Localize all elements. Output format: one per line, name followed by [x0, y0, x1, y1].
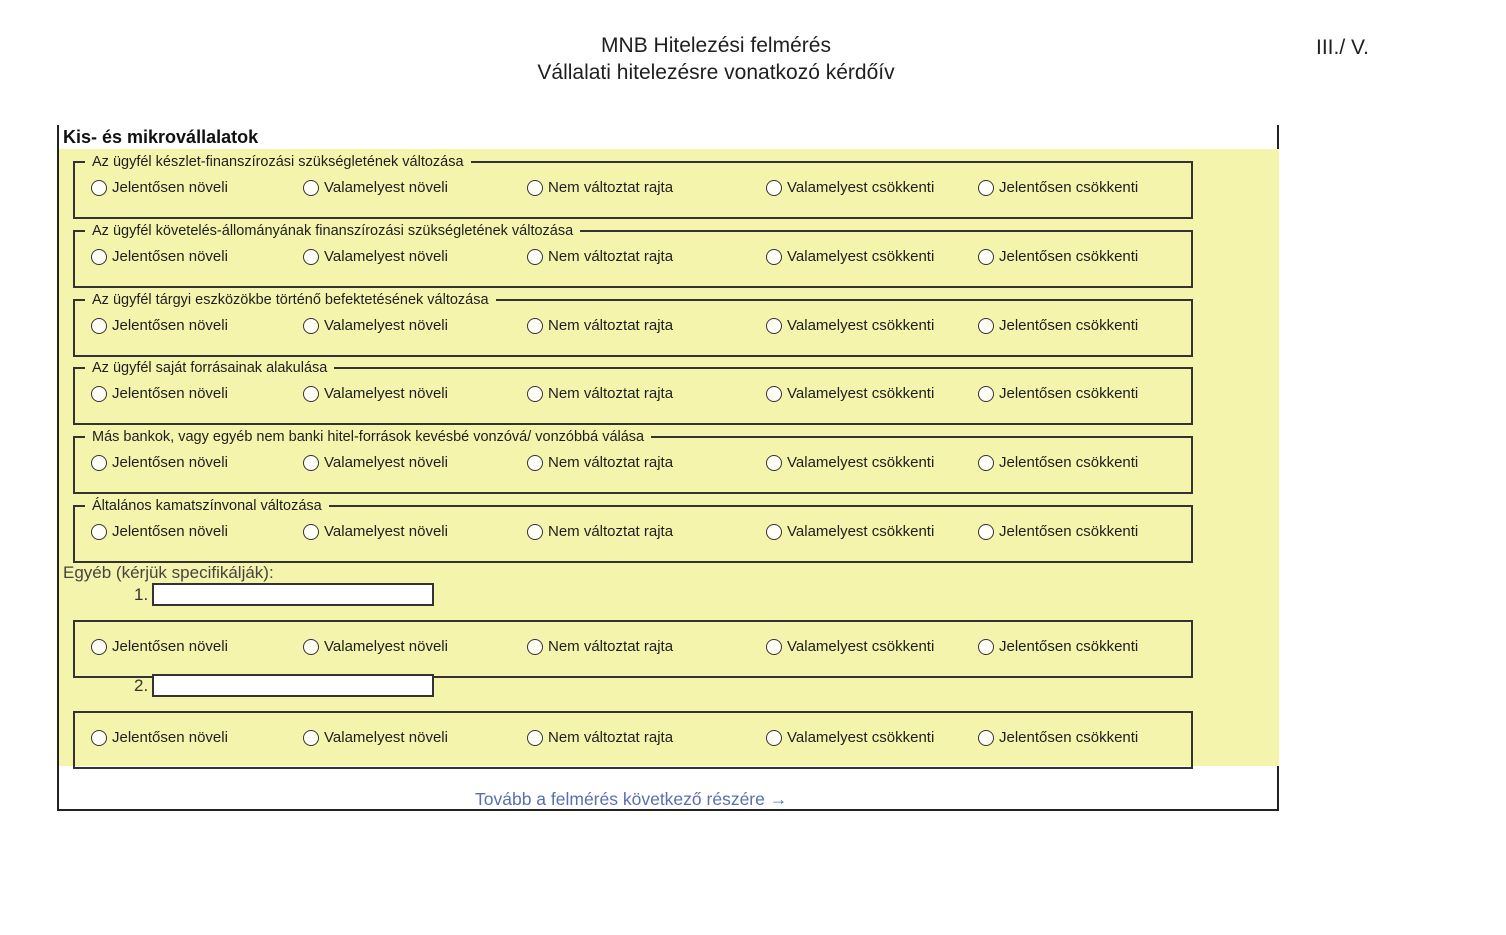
option-label: Jelentősen csökkenti	[999, 523, 1139, 540]
question-1-option-2[interactable]	[303, 179, 448, 196]
radio-button-icon[interactable]	[527, 639, 543, 655]
option-label: Jelentősen növeli	[112, 385, 228, 402]
option-label: Valamelyest csökkenti	[787, 454, 935, 471]
radio-button-icon[interactable]	[91, 455, 107, 471]
question-legend: Az ügyfél tárgyi eszközökbe történő befektetésének változása	[85, 291, 496, 309]
radio-button-icon[interactable]	[527, 730, 543, 746]
option-label: Valamelyest növeli	[324, 729, 448, 746]
option-label: Jelentősen csökkenti	[999, 248, 1139, 265]
question-legend: Az ügyfél saját forrásainak alakulása	[85, 359, 334, 377]
option-label: Valamelyest csökkenti	[787, 317, 935, 334]
radio-button-icon[interactable]	[978, 455, 994, 471]
question-3-option-4[interactable]	[766, 317, 934, 334]
option-label: Jelentősen növeli	[112, 638, 228, 655]
radio-button-icon[interactable]	[303, 639, 319, 655]
question-legend: Az ügyfél készlet-finanszírozási szükségletének változása	[85, 153, 471, 171]
question-legend: Más bankok, vagy egyéb nem banki hitel-források kevésbé vonzóvá/ vonzóbbá válása	[85, 428, 651, 446]
other-2-option-3[interactable]	[527, 729, 673, 746]
option-label: Valamelyest növeli	[324, 248, 448, 265]
radio-button-icon[interactable]	[978, 180, 994, 196]
option-label: Jelentősen csökkenti	[999, 179, 1139, 196]
option-label: Nem változtat rajta	[548, 523, 674, 540]
option-label: Valamelyest növeli	[324, 638, 448, 655]
question-1-option-1[interactable]	[91, 179, 228, 196]
question-6-option-4[interactable]	[766, 523, 934, 540]
option-label: Valamelyest csökkenti	[787, 523, 935, 540]
option-label: Valamelyest csökkenti	[787, 385, 935, 402]
question-group-1	[73, 154, 1193, 219]
option-label: Valamelyest növeli	[324, 385, 448, 402]
next-section-link[interactable]: Tovább a felmérés következő részére →	[475, 789, 788, 809]
question-4-option-2[interactable]	[303, 385, 448, 402]
other-item-2-number: 2.	[134, 676, 149, 695]
other-2-option-5[interactable]	[978, 729, 1138, 746]
option-label: Valamelyest növeli	[324, 523, 448, 540]
option-label: Jelentősen csökkenti	[999, 638, 1139, 655]
radio-button-icon[interactable]	[766, 180, 782, 196]
section-title: Kis- és mikrovállalatok	[63, 127, 259, 147]
other-item-2-input[interactable]	[152, 674, 434, 697]
option-label: Nem változtat rajta	[548, 317, 674, 334]
option-label: Valamelyest csökkenti	[787, 729, 935, 746]
radio-button-icon[interactable]	[527, 524, 543, 540]
radio-button-icon[interactable]	[91, 730, 107, 746]
option-label: Nem változtat rajta	[548, 248, 674, 265]
radio-button-icon[interactable]	[978, 386, 994, 402]
radio-button-icon[interactable]	[527, 386, 543, 402]
radio-button-icon[interactable]	[766, 318, 782, 334]
option-label: Nem változtat rajta	[548, 454, 674, 471]
question-group-6	[73, 498, 1193, 563]
other-2-option-1[interactable]	[91, 729, 228, 746]
option-label: Nem változtat rajta	[548, 729, 674, 746]
radio-button-icon[interactable]	[978, 730, 994, 746]
radio-button-icon[interactable]	[766, 639, 782, 655]
option-label: Jelentősen csökkenti	[999, 317, 1139, 334]
other-item-1-input[interactable]	[152, 583, 434, 606]
question-6-option-1[interactable]	[91, 523, 228, 540]
question-group-2	[73, 223, 1193, 288]
question-3-option-3[interactable]	[527, 317, 673, 334]
question-2-option-1[interactable]	[91, 248, 228, 265]
option-label: Nem változtat rajta	[548, 638, 674, 655]
radio-button-icon[interactable]	[978, 249, 994, 265]
other-2-option-4[interactable]	[766, 729, 934, 746]
radio-button-icon[interactable]	[766, 455, 782, 471]
radio-button-icon[interactable]	[91, 639, 107, 655]
other-1-option-3[interactable]	[527, 638, 673, 655]
page-title-line-2: Vállalati hitelezésre vonatkozó kérdőív	[537, 61, 895, 84]
other-1-option-1[interactable]	[91, 638, 228, 655]
other-item-1-options	[73, 620, 1193, 678]
survey-form	[57, 125, 1279, 811]
option-label: Valamelyest csökkenti	[787, 179, 935, 196]
question-6-option-5[interactable]	[978, 523, 1138, 540]
radio-button-icon[interactable]	[303, 180, 319, 196]
radio-button-icon[interactable]	[766, 524, 782, 540]
question-5-option-3[interactable]	[527, 454, 673, 471]
question-2-option-4[interactable]	[766, 248, 934, 265]
option-label: Valamelyest növeli	[324, 454, 448, 471]
question-2-option-3[interactable]	[527, 248, 673, 265]
radio-button-icon[interactable]	[978, 639, 994, 655]
option-label: Valamelyest növeli	[324, 179, 448, 196]
question-legend: Az ügyfél követelés-állományának finanszírozási szükségletének változása	[85, 222, 580, 240]
radio-button-icon[interactable]	[303, 524, 319, 540]
option-label: Jelentősen növeli	[112, 729, 228, 746]
radio-button-icon[interactable]	[766, 386, 782, 402]
question-1-option-5[interactable]	[978, 179, 1138, 196]
question-1-option-3[interactable]	[527, 179, 673, 196]
option-label: Jelentősen növeli	[112, 179, 228, 196]
radio-button-icon[interactable]	[91, 249, 107, 265]
option-label: Nem változtat rajta	[548, 385, 674, 402]
radio-button-icon[interactable]	[91, 180, 107, 196]
page-indicator: III./ V.	[1316, 36, 1369, 59]
radio-button-icon[interactable]	[766, 730, 782, 746]
radio-button-icon[interactable]	[978, 318, 994, 334]
radio-button-icon[interactable]	[303, 455, 319, 471]
question-2-option-5[interactable]	[978, 248, 1138, 265]
question-5-option-4[interactable]	[766, 454, 934, 471]
radio-button-icon[interactable]	[303, 318, 319, 334]
other-1-option-2[interactable]	[303, 638, 448, 655]
question-6-option-2[interactable]	[303, 523, 448, 540]
option-label: Jelentősen növeli	[112, 248, 228, 265]
question-group-4	[73, 360, 1193, 425]
option-label: Jelentősen csökkenti	[999, 454, 1139, 471]
option-label: Jelentősen növeli	[112, 317, 228, 334]
question-5-option-5[interactable]	[978, 454, 1138, 471]
other-1-option-5[interactable]	[978, 638, 1138, 655]
radio-button-icon[interactable]	[91, 386, 107, 402]
option-label: Jelentősen csökkenti	[999, 385, 1139, 402]
question-group-5	[73, 429, 1193, 494]
question-6-option-3[interactable]	[527, 523, 673, 540]
radio-button-icon[interactable]	[766, 249, 782, 265]
question-5-option-1[interactable]	[91, 454, 228, 471]
question-4-option-3[interactable]	[527, 385, 673, 402]
radio-button-icon[interactable]	[527, 455, 543, 471]
other-item-2-options	[73, 711, 1193, 769]
question-5-option-2[interactable]	[303, 454, 448, 471]
question-legend: Általános kamatszínvonal változása	[85, 497, 329, 515]
radio-button-icon[interactable]	[91, 318, 107, 334]
question-1-option-4[interactable]	[766, 179, 934, 196]
question-3-option-1[interactable]	[91, 317, 228, 334]
other-1-option-4[interactable]	[766, 638, 934, 655]
other-2-option-2[interactable]	[303, 729, 448, 746]
radio-button-icon[interactable]	[527, 249, 543, 265]
question-3-option-2[interactable]	[303, 317, 448, 334]
question-4-option-1[interactable]	[91, 385, 228, 402]
question-2-option-2[interactable]	[303, 248, 448, 265]
option-label: Jelentősen növeli	[112, 454, 228, 471]
other-label: Egyéb (kérjük specifikálják):	[63, 563, 274, 582]
option-label: Nem változtat rajta	[548, 179, 674, 196]
page-title-line-1: MNB Hitelezési felmérés	[601, 34, 831, 57]
radio-button-icon[interactable]	[978, 524, 994, 540]
radio-button-icon[interactable]	[303, 730, 319, 746]
option-label: Valamelyest csökkenti	[787, 248, 935, 265]
radio-button-icon[interactable]	[303, 249, 319, 265]
radio-button-icon[interactable]	[527, 318, 543, 334]
option-label: Jelentősen növeli	[112, 523, 228, 540]
question-group-3	[73, 292, 1193, 357]
option-label: Valamelyest csökkenti	[787, 638, 935, 655]
option-label: Jelentősen csökkenti	[999, 729, 1139, 746]
radio-button-icon[interactable]	[303, 386, 319, 402]
option-label: Valamelyest növeli	[324, 317, 448, 334]
question-4-option-4[interactable]	[766, 385, 934, 402]
question-4-option-5[interactable]	[978, 385, 1138, 402]
question-3-option-5[interactable]	[978, 317, 1138, 334]
radio-button-icon[interactable]	[527, 180, 543, 196]
radio-button-icon[interactable]	[91, 524, 107, 540]
other-item-1-number: 1.	[134, 585, 149, 604]
